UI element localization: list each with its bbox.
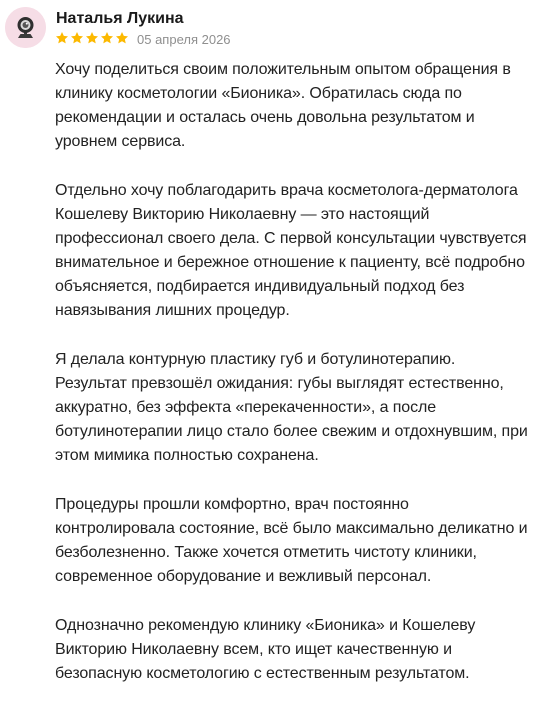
rating-stars: [55, 31, 129, 45]
avatar[interactable]: [5, 7, 46, 48]
star-icon: [55, 31, 69, 45]
author-name[interactable]: Наталья Лукина: [56, 10, 184, 27]
review-paragraph: Однозначно рекомендую клинику «Бионика» и Кошелеву Викторию Николаевну всем, кто ищет качественную и безопасную косметологию с естественным результатом.: [55, 617, 476, 682]
review-paragraph: Процедуры прошли комфортно, врач постоянно контролировала состояние, всё было максимально деликатно и безболезненно. Также хочется отметить чистоту клиники, современное оборудование и вежливый персонал.: [55, 496, 528, 585]
star-icon: [85, 31, 99, 45]
star-icon: [100, 31, 114, 45]
review-date: 05 апреля 2026: [137, 32, 231, 47]
review-paragraph: Я делала контурную пластику губ и ботулинотерапию. Результат превзошёл ожидания: губы выглядят естественно, аккуратно, без эффекта «перекаченности», а после ботулинотерапии лицо стало более свежим и отдохнувшим, при этом мимика полностью сохранена.: [55, 351, 528, 464]
review-paragraph: Отдельно хочу поблагодарить врача косметолога-дерматолога Кошелеву Викторию Николаевну — это настоящий профессионал своего дела. С первой консультации чувствуется внимательное и бережное отношение к пациенту, всё подробно объясняется, подбирается индивидуальный подход без навязывания лишних процедур.: [55, 182, 527, 319]
review-paragraph: Хочу поделиться своим положительным опытом обращения в клинику косметологии «Бионика». Обратилась сюда по рекомендации и осталась очень довольна результатом и уровнем сервиса.: [55, 61, 511, 150]
camera-avatar-icon: [5, 7, 46, 48]
star-icon: [115, 31, 129, 45]
review-text: [55, 58, 530, 711]
star-icon: [70, 31, 84, 45]
